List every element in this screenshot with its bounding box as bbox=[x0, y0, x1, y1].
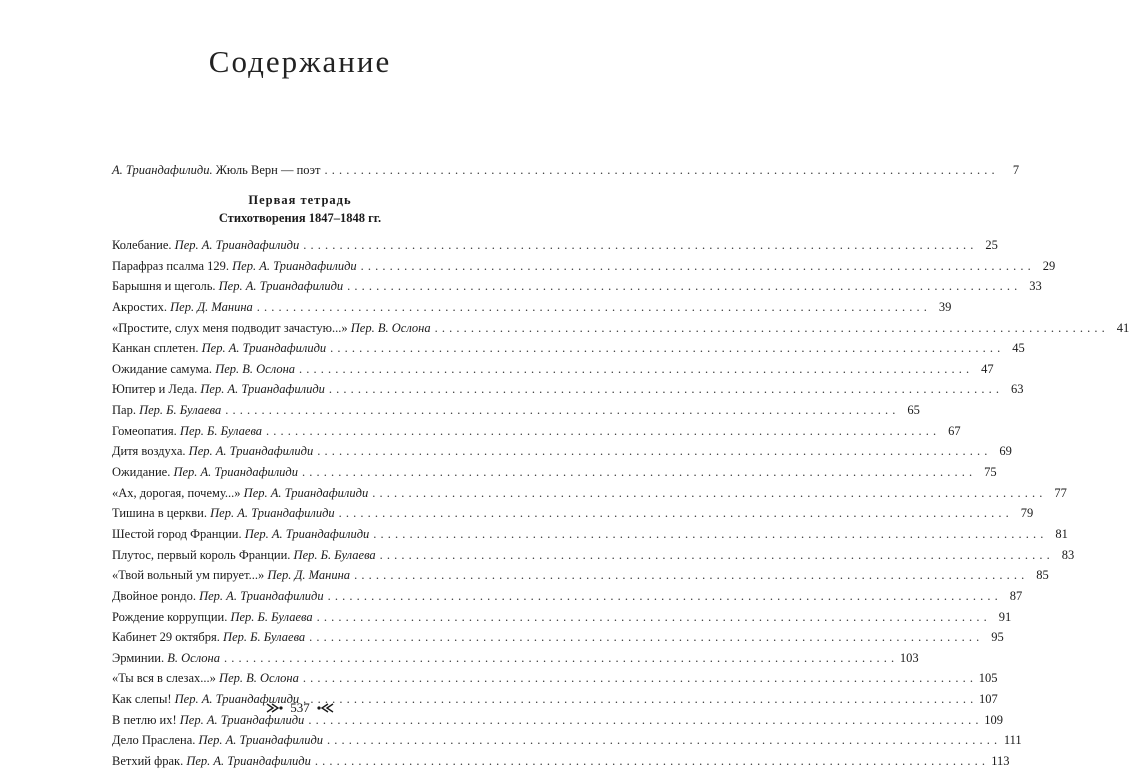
entry-title: Гомеопатия. bbox=[112, 423, 180, 438]
entry-page: 33 bbox=[1029, 279, 1042, 294]
entry-page: 107 bbox=[979, 692, 998, 707]
entry-title: «Простите, слух меня подводит зачастую...» bbox=[112, 320, 351, 335]
entry-translator: Пер. А. Триандафилиди bbox=[188, 444, 314, 459]
toc-row[interactable] bbox=[112, 421, 961, 442]
entry-translator: Пер. Б. Булаева bbox=[223, 630, 306, 645]
entry-translator: Пер. А. Триандафилиди bbox=[174, 238, 300, 252]
entry-page: 79 bbox=[1020, 506, 1034, 521]
entry-translator: Пер. Б. Булаева bbox=[230, 609, 313, 624]
entry-translator: Пер. А. Триандафилиди bbox=[186, 754, 311, 769]
entry-page: 105 bbox=[978, 671, 998, 686]
entry-title: Рождение коррупции. bbox=[112, 609, 231, 624]
dot-leader bbox=[325, 160, 996, 181]
toc-row[interactable] bbox=[112, 751, 1010, 772]
dot-leader bbox=[361, 256, 1032, 277]
entry-translator: Пер. А. Триандафилиди bbox=[198, 733, 324, 748]
entry-translator: Пер. А. Триандафилиди bbox=[232, 258, 357, 273]
dot-leader bbox=[302, 462, 973, 483]
entry-page: 47 bbox=[981, 361, 994, 376]
entry-translator: Пер. В. Ослона bbox=[215, 361, 296, 376]
toc-row[interactable] bbox=[112, 607, 1012, 628]
entry-title: Колебание. bbox=[112, 238, 175, 252]
dot-leader bbox=[315, 751, 986, 772]
entry-translator: В. Ослона bbox=[167, 650, 220, 665]
toc-row[interactable] bbox=[112, 545, 1075, 566]
entry-translator: Пер. А. Триандафилиди bbox=[199, 588, 324, 603]
toc-row[interactable] bbox=[112, 462, 997, 483]
entry-page: 103 bbox=[899, 650, 919, 665]
entry-page: 77 bbox=[1054, 485, 1067, 500]
dot-leader bbox=[299, 359, 970, 380]
entry-title: Плутос, первый король Франции. bbox=[112, 547, 294, 562]
toc-row[interactable] bbox=[112, 565, 1049, 586]
dot-leader bbox=[328, 586, 999, 607]
dot-leader bbox=[303, 668, 974, 689]
entry-title: Ожидание. bbox=[112, 465, 174, 480]
entry-translator: Пер. А. Триандафилиди bbox=[201, 341, 327, 356]
entry-page: 69 bbox=[999, 444, 1012, 459]
dot-leader bbox=[309, 627, 980, 648]
entry-page: 67 bbox=[948, 423, 961, 438]
page-footer bbox=[0, 700, 600, 716]
entry-title: «Ты вся в слезах...» bbox=[112, 671, 220, 686]
toc-row[interactable] bbox=[112, 586, 1023, 607]
dot-leader bbox=[224, 648, 895, 669]
entry-title: Канкан сплетен. bbox=[112, 341, 202, 356]
entry-title: Двойное рондо. bbox=[112, 588, 200, 603]
dot-leader bbox=[339, 503, 1010, 524]
toc-row[interactable] bbox=[112, 297, 952, 318]
entry-title: Кабинет 29 октября. bbox=[112, 630, 224, 645]
entry-title: «Ах, дорогая, почему...» bbox=[112, 485, 244, 500]
ornament-right-icon bbox=[316, 702, 334, 714]
entry-page: 25 bbox=[985, 238, 998, 252]
section-heading: Первая тетрадь bbox=[248, 193, 352, 207]
entry-page: 29 bbox=[1042, 258, 1056, 273]
dot-leader bbox=[373, 524, 1044, 545]
entry-title: Тишина в церкви. bbox=[112, 506, 211, 521]
entry-page: 109 bbox=[984, 712, 1003, 727]
entry-page: 45 bbox=[1012, 341, 1025, 356]
entry-title: «Твой вольный ум пирует...» bbox=[112, 568, 268, 583]
entry-translator: Пер. А. Триандафилиди bbox=[179, 712, 305, 727]
toc-row[interactable] bbox=[112, 730, 1022, 751]
entry-translator: Пер. В. Ослона bbox=[219, 671, 299, 686]
entry-title: Пар. bbox=[112, 403, 140, 418]
page-title: Содержание bbox=[208, 44, 392, 79]
entry-title: Эрминии. bbox=[112, 650, 168, 665]
toc-list bbox=[112, 235, 1129, 772]
entry-page: 81 bbox=[1055, 526, 1068, 541]
dot-leader bbox=[303, 235, 974, 256]
dot-leader bbox=[347, 276, 1018, 297]
toc-row[interactable] bbox=[112, 441, 1012, 462]
dot-leader bbox=[266, 421, 937, 442]
dot-leader bbox=[317, 441, 988, 462]
entry-translator: Пер. А. Триандафилиди bbox=[243, 485, 369, 500]
entry-page: 39 bbox=[938, 299, 952, 314]
entry-title: Дело Праслена. bbox=[112, 733, 199, 748]
entry-title: Ветхий фрак. bbox=[112, 754, 187, 769]
dot-leader bbox=[380, 545, 1051, 566]
entry-page: 113 bbox=[991, 754, 1010, 769]
dot-leader bbox=[435, 318, 1106, 339]
toc-row[interactable] bbox=[112, 235, 998, 256]
toc-row[interactable] bbox=[112, 668, 998, 689]
toc-row[interactable] bbox=[112, 379, 1024, 400]
entry-page: 111 bbox=[1003, 733, 1022, 748]
entry-page: 95 bbox=[991, 630, 1004, 645]
entry-page: 85 bbox=[1036, 568, 1049, 583]
page-number: 537 bbox=[290, 700, 310, 715]
entry-page: 63 bbox=[1011, 382, 1024, 397]
entry-title: Акростих. bbox=[112, 299, 171, 314]
entry-title: Как слепы! bbox=[112, 692, 175, 707]
intro-entry bbox=[112, 160, 1020, 181]
entry-translator: Пер. Б. Булаева bbox=[179, 423, 263, 438]
entry-translator: Пер. Б. Булаева bbox=[139, 403, 222, 418]
toc-row[interactable] bbox=[112, 359, 994, 380]
toc-row[interactable] bbox=[112, 338, 1025, 359]
entry-title: Ожидание самума. bbox=[112, 361, 216, 376]
entry-title: Барышня и щеголь. bbox=[112, 279, 219, 294]
entry-page: 83 bbox=[1061, 547, 1075, 562]
entry-page: 87 bbox=[1009, 588, 1023, 603]
toc-row[interactable] bbox=[112, 627, 1004, 648]
entry-page: 65 bbox=[907, 403, 920, 418]
entry-title: Юпитер и Леда. bbox=[112, 382, 201, 397]
toc-row[interactable] bbox=[112, 160, 1020, 181]
ornament-left-icon bbox=[266, 702, 284, 714]
toc-row[interactable] bbox=[112, 400, 920, 421]
entry-translator: Пер. Д. Манина bbox=[267, 568, 351, 583]
entry-page: 41 bbox=[1116, 320, 1129, 335]
entry-title: Дитя воздуха. bbox=[112, 444, 189, 459]
entry-translator: Пер. А. Триандафилиди bbox=[173, 465, 298, 480]
entry-translator: Пер. А. Триандафилиди bbox=[210, 506, 335, 521]
entry-translator: Пер. А. Триандафилиди bbox=[218, 279, 344, 294]
toc-row[interactable] bbox=[112, 318, 1129, 339]
entry-page: 91 bbox=[998, 609, 1012, 624]
toc-row[interactable] bbox=[112, 256, 1056, 277]
entry-page: 7 bbox=[1012, 163, 1020, 177]
dot-leader bbox=[257, 297, 928, 318]
toc-row[interactable] bbox=[112, 503, 1034, 524]
entry-translator: Пер. Б. Булаева bbox=[293, 547, 376, 562]
entry-title: В петлю их! bbox=[112, 712, 180, 727]
dot-leader bbox=[372, 483, 1043, 504]
toc-row[interactable] bbox=[112, 276, 1042, 297]
dot-leader bbox=[330, 338, 1001, 359]
dot-leader bbox=[327, 730, 998, 751]
dot-leader bbox=[225, 400, 896, 421]
entry-title: Парафраз псалма 129. bbox=[112, 258, 233, 273]
dot-leader bbox=[329, 379, 1000, 400]
dot-leader bbox=[354, 565, 1025, 586]
toc-row[interactable] bbox=[112, 483, 1067, 504]
dot-leader bbox=[317, 607, 988, 628]
toc-row[interactable] bbox=[112, 648, 919, 669]
entry-page: 75 bbox=[984, 465, 997, 480]
section-subheading: Стихотворения 1847–1848 гг. bbox=[218, 211, 382, 225]
toc-row[interactable] bbox=[112, 524, 1068, 545]
entry-translator: Пер. А. Триандафилиди bbox=[244, 526, 370, 541]
entry-title: Жюль Верн — поэт bbox=[212, 163, 321, 177]
entry-translator: Пер. А. Триандафилиди bbox=[200, 382, 325, 397]
entry-translator: А. Триандафилиди. bbox=[112, 163, 213, 177]
entry-title: Шестой город Франции. bbox=[112, 526, 245, 541]
entry-translator: Пер. Д. Манина bbox=[170, 299, 253, 314]
entry-translator: Пер. А. Триандафилиди bbox=[174, 692, 300, 707]
entry-translator: Пер. В. Ослона bbox=[350, 320, 431, 335]
